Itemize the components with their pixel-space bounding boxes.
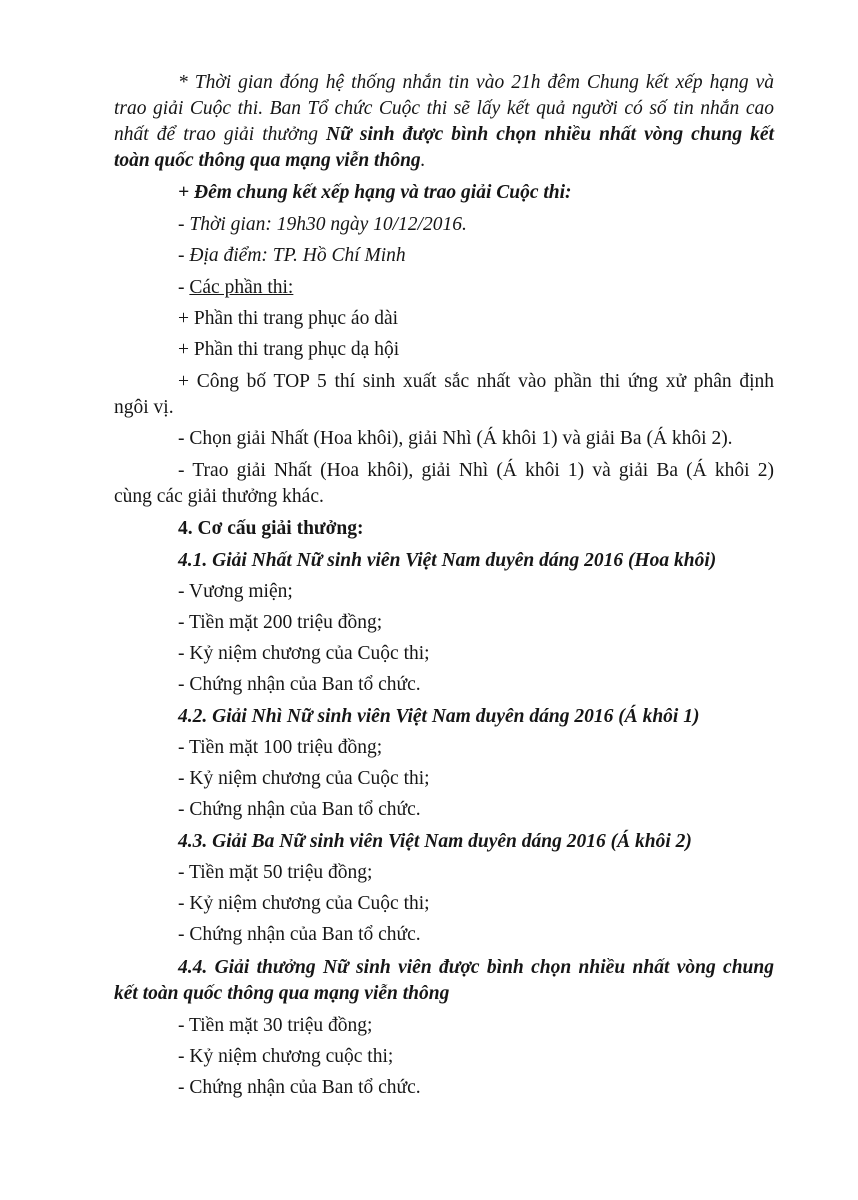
award-line-1: - Trao giải Nhất (Hoa khôi), giải Nhì (Á khôi 1) và giải Ba (Á khôi 2) [178,460,774,481]
prize-first-title: 4.1. Giải Nhất Nữ sinh viên Việt Nam duyên dáng 2016 (Hoa khôi) [178,550,717,571]
prize-vote-item: - Chứng nhận của Ban tổ chức. [178,1077,421,1098]
prize-first-item: - Chứng nhận của Ban tổ chức. [178,674,421,695]
prize-second-item: - Kỷ niệm chương của Cuộc thi; [178,768,430,789]
parts-dash: - [178,277,190,298]
prize-second-item: - Chứng nhận của Ban tổ chức. [178,799,421,820]
final-night-parts-heading [178,275,293,301]
prize-third-item: - Chứng nhận của Ban tổ chức. [178,924,421,945]
notice-line-4-bold: toàn quốc thông qua mạng viễn thông [114,150,421,171]
prizes-heading: 4. Cơ cấu giải thưởng: [178,518,364,539]
top5-line-1: + Công bố TOP 5 thí sinh xuất sắc nhất vào phần thi ứng xử phân định [178,371,774,392]
award-line-2: cùng các giải thưởng khác. [114,486,324,507]
notice-line-1: * Thời gian đóng hệ thống nhắn tin vào 21h đêm Chung kết xếp hạng và [178,72,774,93]
notice-line-4 [114,148,426,174]
choose-winners: - Chọn giải Nhất (Hoa khôi), giải Nhì (Á khôi 1) và giải Ba (Á khôi 2). [178,428,733,449]
prize-third-title: 4.3. Giải Ba Nữ sinh viên Việt Nam duyên dáng 2016 (Á khôi 2) [178,831,692,852]
prize-vote-title-line-2: kết toàn quốc thông qua mạng viễn thông [114,983,450,1004]
notice-line-4-text: . [420,150,426,171]
prize-vote-title-line-1: 4.4. Giải thưởng Nữ sinh viên được bình chọn nhiều nhất vòng chung [178,957,774,978]
final-night-heading: + Đêm chung kết xếp hạng và trao giải Cuộc thi: [178,182,572,203]
notice-line-3-text: nhất để trao giải thưởng [114,124,327,145]
notice-line-2: trao giải Cuộc thi. Ban Tổ chức Cuộc thi sẽ lấy kết quả người có số tin nhắn cao [114,98,774,119]
prize-first-item: - Vương miện; [178,581,293,602]
part-item-ao-dai: + Phần thi trang phục áo dài [178,308,399,329]
final-night-time: - Thời gian: 19h30 ngày 10/12/2016. [178,214,467,235]
notice-line-3-bold: Nữ sinh được bình chọn nhiều nhất vòng chung kết [326,124,774,145]
prize-vote-item: - Kỷ niệm chương cuộc thi; [178,1046,394,1067]
prize-second-title: 4.2. Giải Nhì Nữ sinh viên Việt Nam duyên dáng 2016 (Á khôi 1) [178,706,700,727]
parts-heading-text: Các phần thi: [189,277,294,298]
prize-third-item: - Kỷ niệm chương của Cuộc thi; [178,893,430,914]
prize-second-item: - Tiền mặt 100 triệu đồng; [178,737,383,758]
part-item-da-hoi: + Phần thi trang phục dạ hội [178,339,400,360]
prize-third-item: - Tiền mặt 50 triệu đồng; [178,862,373,883]
notice-line-3 [114,122,774,148]
prize-first-item: - Tiền mặt 200 triệu đồng; [178,612,383,633]
top5-line-2: ngôi vị. [114,397,174,418]
prize-vote-item: - Tiền mặt 30 triệu đồng; [178,1015,373,1036]
final-night-venue: - Địa điểm: TP. Hồ Chí Minh [178,245,406,266]
prize-first-item: - Kỷ niệm chương của Cuộc thi; [178,643,430,664]
